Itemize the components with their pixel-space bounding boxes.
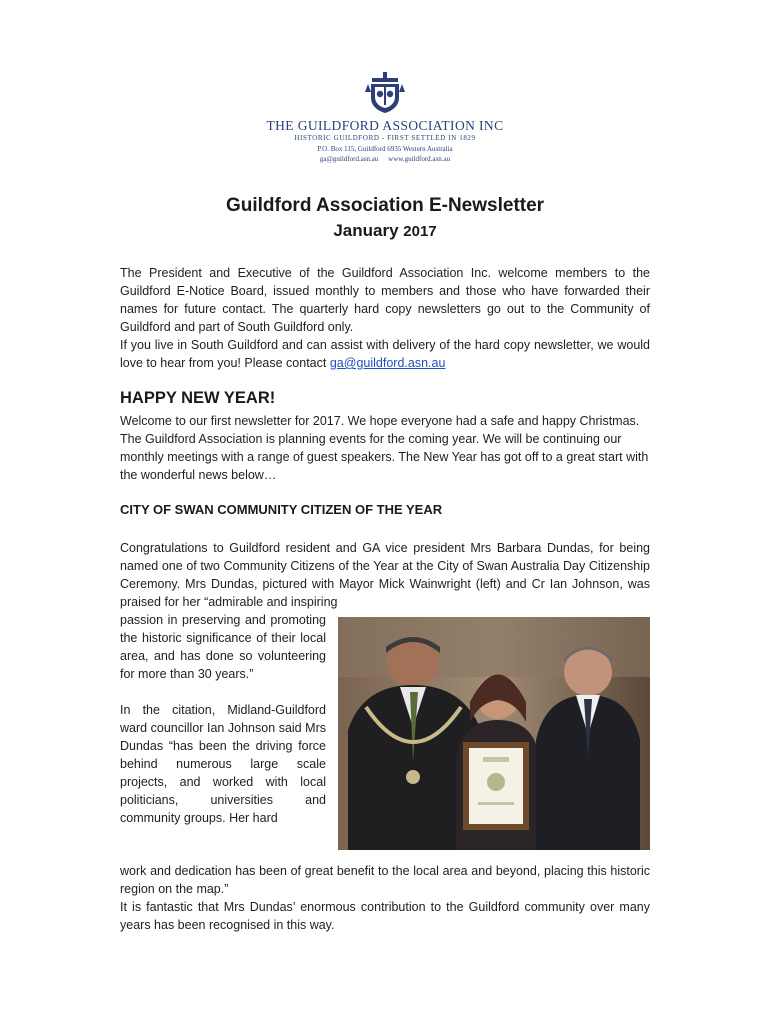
- intro-text: The President and Executive of the Guildford Association Inc. welcome members to the Guildford E-Notice Board, issued monthly to members and those who have forwarded their names for future contact. The quarterly hard copy newsletters go out to the Community of Guildford and part of South Guildford only.: [120, 266, 650, 334]
- new-year-paragraph: Welcome to our first newsletter for 2017. We hope everyone had a safe and happy Christmas. The Guildford Association is planning events for the coming year. We will be continuing our monthly meetings with a range of guest speakers. The New Year has got off to a great start with the wonderful news below…: [120, 414, 649, 482]
- citizen-left-column: [120, 611, 326, 827]
- new-year-heading: HAPPY NEW YEAR!: [120, 389, 276, 407]
- citizen-heading: CITY OF SWAN COMMUNITY CITIZEN OF THE YEAR: [120, 502, 443, 517]
- citizen-paragraph-2-cont: [120, 862, 650, 934]
- guildford-crest-icon: [362, 70, 408, 116]
- issue-month: January: [333, 221, 399, 240]
- newsletter-issue: [0, 221, 770, 241]
- intro-paragraph: [120, 264, 650, 372]
- org-website: www.guildford.asn.au: [388, 155, 451, 163]
- org-email: ga@guildford.asn.au: [319, 155, 379, 163]
- award-photo: [338, 617, 650, 850]
- contact-text: If you live in South Guildford and can assist with delivery of the hard copy newsletter, we would love to hear from you! Please contact: [120, 338, 650, 370]
- org-name: THE GUILDFORD ASSOCIATION INC: [266, 118, 504, 133]
- newsletter-title: Guildford Association E-Newsletter: [225, 195, 545, 216]
- org-contact-line: [0, 155, 770, 163]
- citizen-paragraph-1-cont: passion in preserving and promoting the historic significance of their local area, and has done so volunteering for more than 30 years.”: [120, 613, 326, 681]
- contact-email-link[interactable]: ga@guildford.asn.au: [329, 356, 446, 370]
- org-po-box: P.O. Box 115, Guildford 6935 Western Australia: [317, 145, 453, 153]
- citizen-closing: It is fantastic that Mrs Dundas’ enormous contribution to the Guildford community over many years has been recognised in this way.: [120, 900, 650, 932]
- issue-year: 2017: [403, 223, 437, 240]
- citizen-paragraph-2: In the citation, Midland-Guildford ward councillor Ian Johnson said Mrs Dundas “has been the driving force behind numerous large scale projects, and worked with local politicians, universities and community groups. Her hard: [120, 703, 326, 825]
- citizen-paragraph-1: Congratulations to Guildford resident and GA vice president Mrs Barbara Dundas, for being named one of two Community Citizens of the Year at the City of Swan Australia Day Citizenship Ceremony. Mrs Dundas, pictured with Mayor Mick Wainwright (left) and Cr Ian Johnson, was praised for her “admirable and inspiring: [120, 541, 650, 609]
- citizen-paragraph-2-cont-text: work and dedication has been of great benefit to the local area and beyond, placing this historic region on the map.”: [120, 864, 650, 896]
- org-tagline: HISTORIC GUILDFORD - FIRST SETTLED IN 1829: [294, 134, 476, 142]
